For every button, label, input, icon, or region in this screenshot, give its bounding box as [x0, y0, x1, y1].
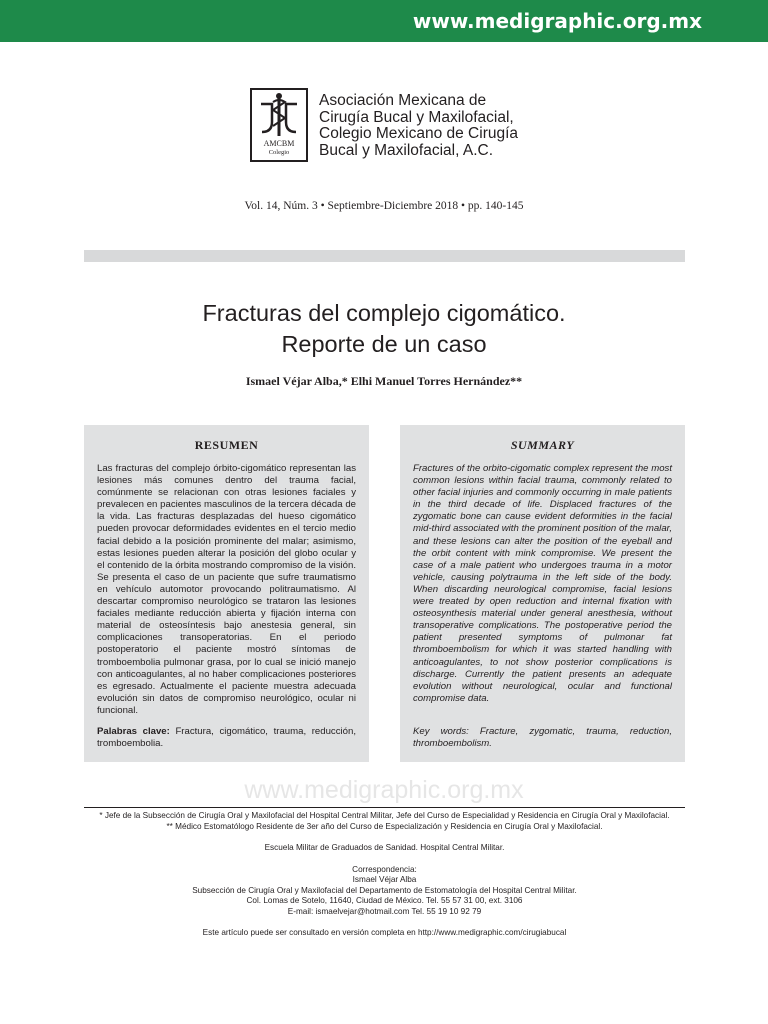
article-title [0, 298, 768, 360]
title-line-2: Reporte de un caso [281, 331, 487, 357]
summary-heading: SUMMARY [510, 438, 575, 452]
organization-line: Bucal y Maxilofacial, A.C. [319, 141, 494, 159]
institution: Escuela Militar de Graduados de Sanidad. Hospital Central Militar. [264, 843, 505, 852]
logo-text-1: AMCBM [263, 139, 295, 148]
logo-text-2: Colegio [268, 149, 290, 156]
summary-body: Fractures of the orbito-cigomatic complex represent the most common lesions within facial trauma, commonly related to other facial injuries and commonly occurring in male patients in the third decade of life. Displaced fractures of the zygomatic bone can cause evident deformities in the facial mid-third associated with the prominent position of the malar, and these lesions can alter the position of the eyeball and the orbit content with mink compromise. We present the case of a male patient who undergoes trauma in a motor vehicle, causing polytrauma in the left side of the body. When discarding neurological compromise, facial lesions were treated by open reduction and internal fixation with osteosynthesis material under general anesthesia, without transoperative complications. The postoperative period the patient presented symptoms of pulmonar fat thromboembolism for which it was started handling with anticoagulantes, to not show posterior complications is discharge. Currently the patient presents an adequate evolution without neurological, ocular and functional compromise data. [413, 463, 672, 704]
footnotes [84, 811, 685, 939]
authors: Ismael Véjar Alba,* Elhi Manuel Torres Hernández** [245, 374, 523, 388]
footnote-2: ** Médico Estomatólogo Residente de 3er año del Curso de Especialización y Residencia en Cirugía Oral y Maxilofacial. [166, 821, 603, 831]
footnote-1: * Jefe de la Subsección de Cirugía Oral y Maxilofacial del Hospital Central Militar, Jefe del Curso de Especialidad y Residencia en Cirugía Oral y Maxilofacial. [99, 811, 670, 820]
association-logo [250, 88, 308, 162]
site-url-link[interactable]: www.medigraphic.org.mx [412, 9, 702, 33]
summary-keywords: Key words: Fracture, zygomatic, trauma, reduction, thromboembolism. [413, 726, 672, 750]
watermark: www.medigraphic.org.mx [244, 776, 524, 804]
resumen-heading: RESUMEN [194, 438, 259, 452]
resumen-box [84, 425, 369, 762]
correspondence-address: Col. Lomas de Sotelo, 11640, Ciudad de México. Tel. 55 57 31 00, ext. 3106 [246, 896, 523, 905]
organization-line: Asociación Mexicana de [319, 92, 487, 109]
header-bar [0, 0, 768, 42]
summary-box [400, 425, 685, 762]
keywords-label: Palabras clave: [97, 726, 170, 737]
correspondence-department: Subsección de Cirugía Oral y Maxilofacial del Departamento de Estomatología del Hospital Central Militar. [192, 885, 577, 895]
organization-line: Cirugía Bucal y Maxilofacial, [319, 108, 514, 126]
online-version-note[interactable]: Este artículo puede ser consultado en versión completa en http://www.medigraphic.com/cirugiabucal [202, 928, 567, 937]
volume-info: Vol. 14, Núm. 3 • Septiembre-Diciembre 2018 • pp. 140-145 [244, 200, 524, 212]
header-divider [84, 250, 685, 262]
title-line-1: Fracturas del complejo cigomático. [202, 300, 566, 326]
correspondence-label: Correspondencia: [352, 864, 417, 874]
keywords-text: Fractura, cigomático, trauma, reducción, tromboembolia. [97, 726, 356, 750]
resumen-body: Las fracturas del complejo órbito-cigomático representan las lesiones más comunes dentro del trauma facial, comúnmente se relacionan con otras lesiones faciales y prevalecen en pacientes masculinos de la tercera década de la vida. Las fracturas desplazadas del hueso cigomático pueden provocar deformidades evidentes en el tercio medio facial debido a la posición prominente del malar; asimismo, estas lesiones pueden alterar la posición del globo ocular y el contenido de la órbita mostrando compromiso de la visión. Se presenta el caso de un paciente que sufre traumatismo en vehículo automotor provocando politraumatismo. Al descartar compromiso neurológico se trataron las lesiones faciales mediante reducción abierta y fijación interna con material de osteosíntesis bajo anestesia general, sin complicaciones transoperatorias. En el periodo postoperatorio el paciente mostró síntomas de tromboembolia pulmonar grasa, por lo cual se inició manejo con anticoagulantes, al no haber complicaciones posteriores es egresado. Actualmente el paciente muestra adecuada evolución sin datos de compromiso neurológico, ocular ni funcional. [97, 463, 356, 716]
organization-line: Colegio Mexicano de Cirugía [319, 125, 519, 142]
organization-name [319, 93, 579, 159]
correspondence-name: Ismael Véjar Alba [352, 875, 417, 884]
footnote-divider [84, 807, 685, 808]
correspondence-email[interactable]: E-mail: ismaelvejar@hotmail.com Tel. 55 19 10 92 79 [287, 906, 482, 916]
resumen-keywords [97, 726, 356, 750]
